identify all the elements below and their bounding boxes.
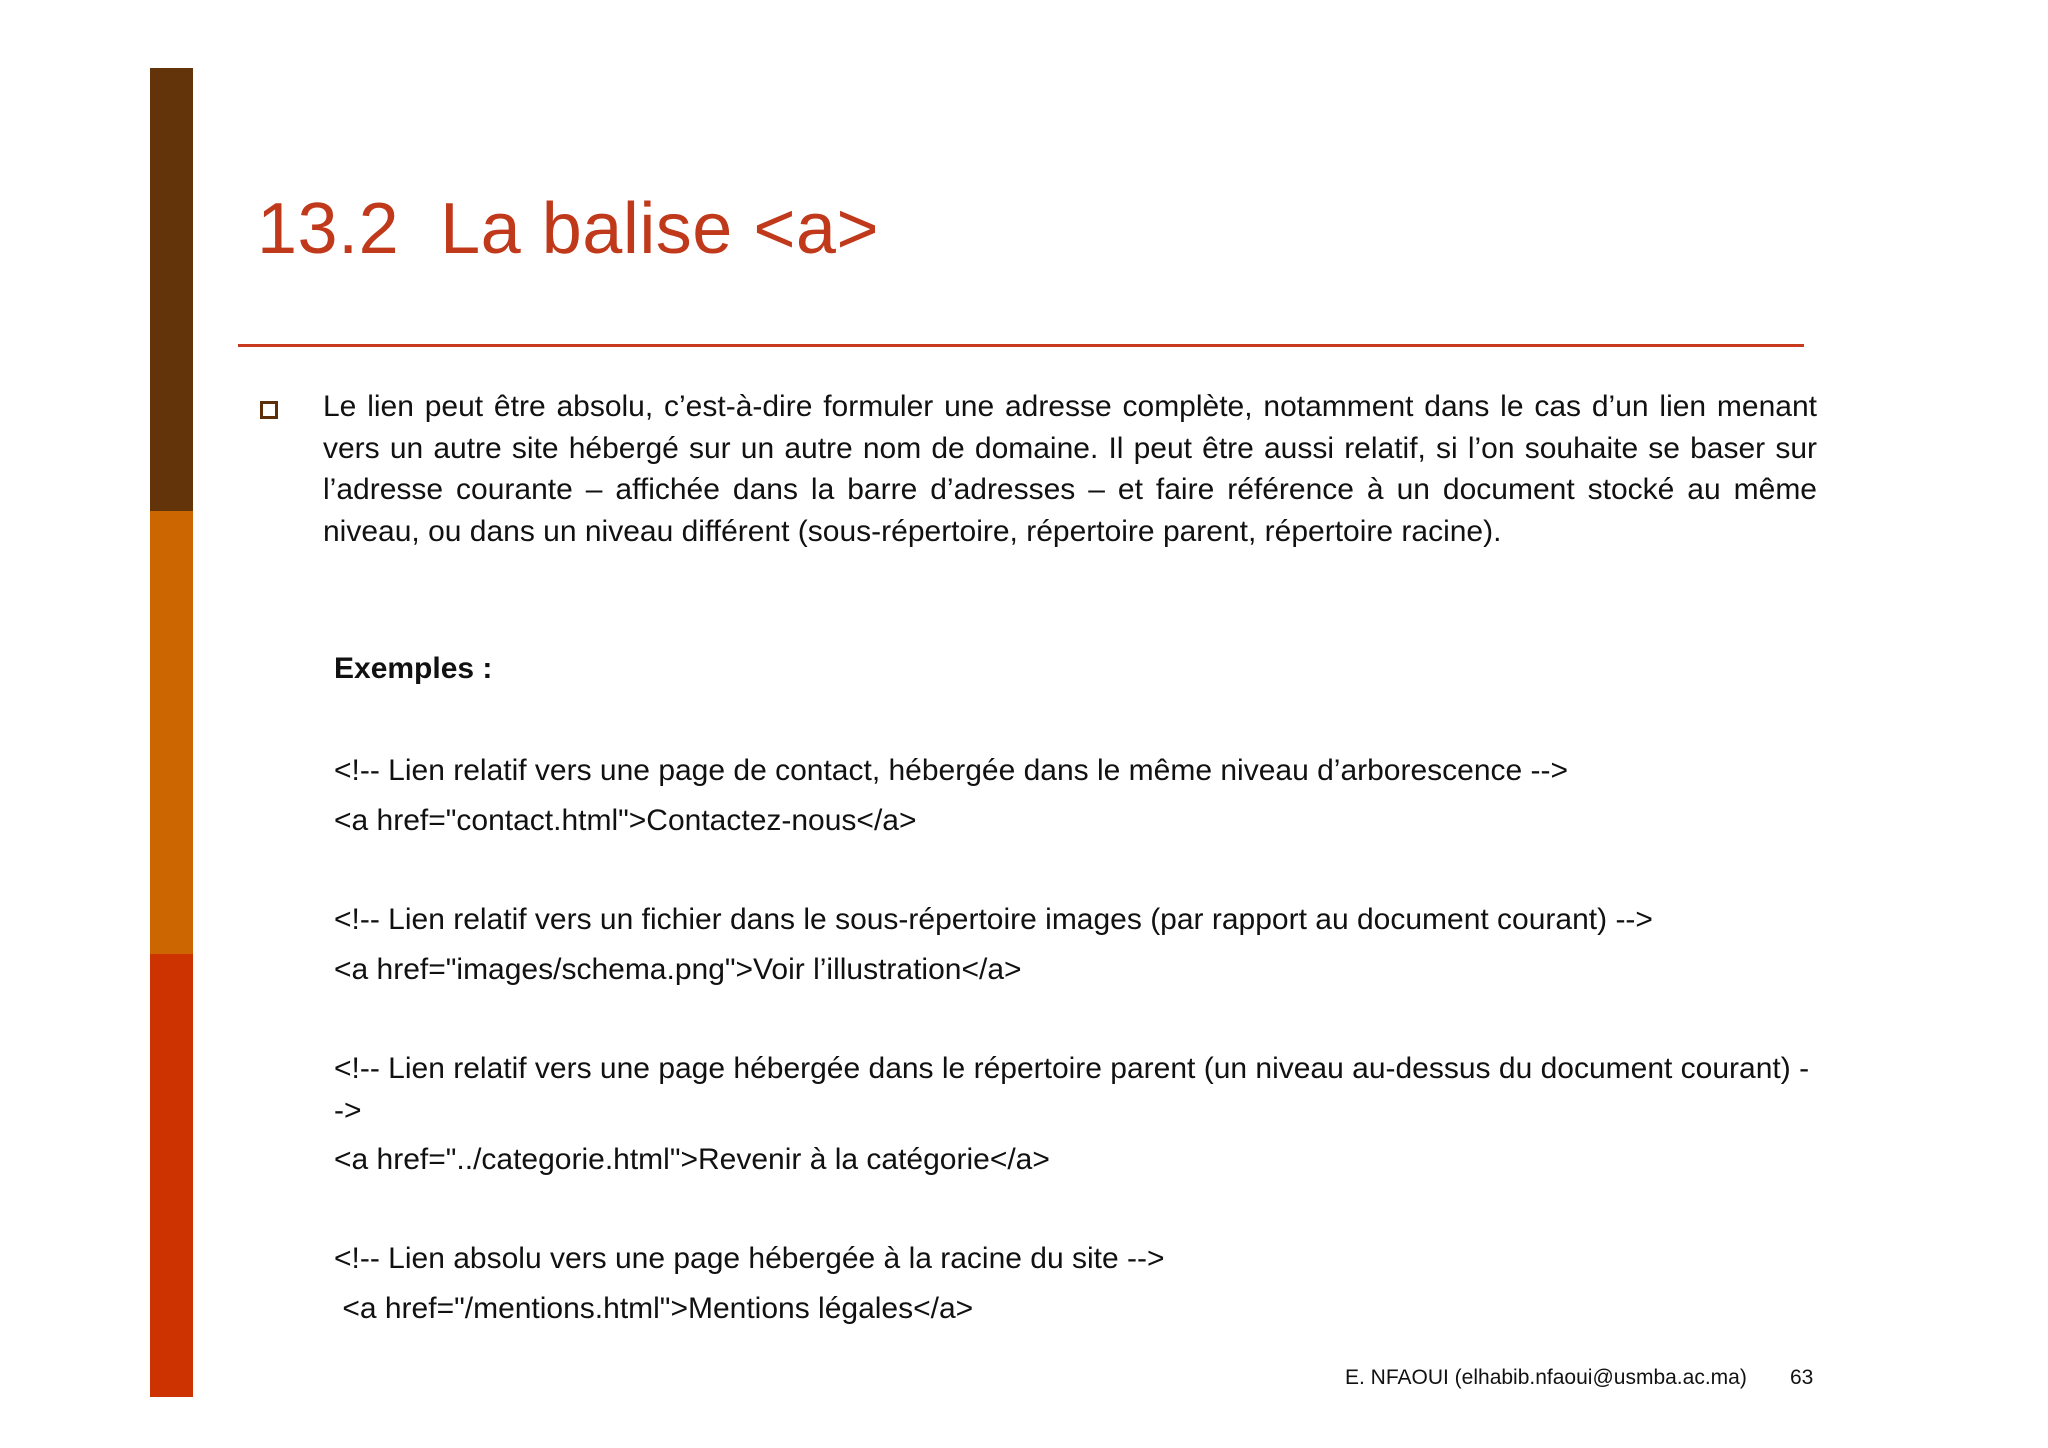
example-1-comment: <!-- Lien relatif vers une page de contact, hébergée dans le même niveau d’arborescence --> [334,754,1569,787]
title-underline [238,344,1804,347]
side-bar-middle-segment [150,511,193,954]
footer-author: E. NFAOUI (elhabib.nfaoui@usmba.ac.ma) [1345,1366,1747,1389]
example-1-code: <a href="contact.html">Contactez-nous</a> [334,804,917,837]
example-2-code: <a href="images/schema.png">Voir l’illustration</a> [334,953,1022,986]
example-2-comment: <!-- Lien relatif vers un fichier dans le sous-répertoire images (par rapport au document courant) --> [334,903,1653,936]
square-bullet-icon [260,401,278,419]
page-number: 63 [1790,1366,1814,1389]
slide-title: 13.2 La balise <a> [257,189,879,269]
side-bar-top-segment [150,68,193,511]
example-3-comment: <!-- Lien relatif vers une page hébergée dans le répertoire parent (un niveau au-dessus du document courant) --> [334,1052,1810,1127]
decorative-side-bar [150,68,193,1397]
example-3-code: <a href="../categorie.html">Revenir à la catégorie</a> [334,1143,1050,1176]
bullet-paragraph: Le lien peut être absolu, c’est-à-dire formuler une adresse complète, notamment dans le cas d’un lien menant vers un autre site hébergé sur un autre nom de domaine. Il peut être aussi relatif, si l’on souhaite se baser sur l’adresse courante – affichée dans la barre d’adresses – et faire référence à un document stocké au même niveau, ou dans un niveau différent (sous-répertoire, répertoire parent, répertoire racine). [323,390,1817,548]
example-4-code: <a href="/mentions.html">Mentions légales</a> [334,1292,974,1325]
side-bar-bottom-segment [150,954,193,1397]
examples-label: Exemples : [334,652,493,685]
example-4-comment: <!-- Lien absolu vers une page hébergée à la racine du site --> [334,1242,1165,1275]
